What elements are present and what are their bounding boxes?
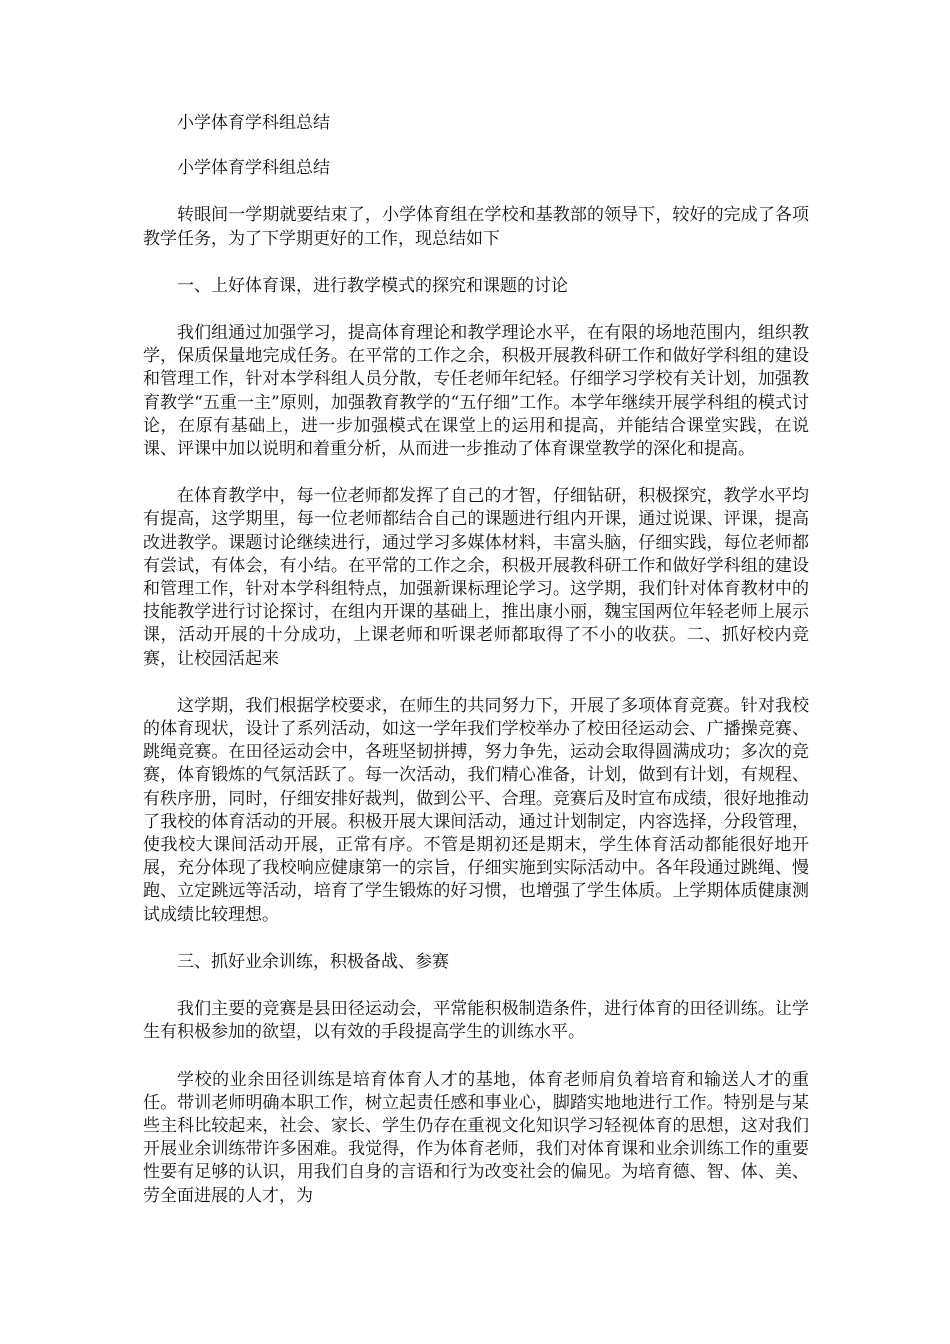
paragraph-body: 在体育教学中，每一位老师都发挥了自己的才智，仔细钻研，积极探究，教学水平均有提高，这学期里，每一位老师都结合自己的课题进行组内开课，通过说课、评课，提高改进教学。课题讨论继续进行，通过学习多媒体材料，丰富头脑，仔细实践，每位老师都有尝试，有体会，有小结。在平常的工作之余，积极开展教科研工作和做好学科组的建设和管理工作，针对本学科组特点，加强新课标理论学习。这学期，我们针对体育教材中的技能教学进行讨论探讨，在组内开课的基础上，推出康小丽，魏宝国两位年轻老师上展示课，活动开展的十分成功，上课老师和听课老师都取得了不小的收获。二、抓好校内竞赛，让校园活起来 [143,486,809,669]
paragraph-body: 我们主要的竞赛是县田径运动会，平常能积极制造条件，进行体育的田径训练。让学生有积极参加的欲望，以有效的手段提高学生的训练水平。 [143,999,809,1043]
paragraph-body: 学校的业余田径训练是培育体育人才的基地，体育老师肩负着培育和输送人才的重任。带训老师明确本职工作，树立起责任感和事业心，脚踏实地地进行工作。特别是与某些主科比较起来，社会、家长、学生仍存在重视文化知识学习轻视体育的思想，这对我们开展业余训练带许多困难。我觉得，作为体育老师，我们对体育课和业余训练工作的重要性要有足够的认识，用我们自身的言语和行为改变社会的偏见。为培育德、智、体、美、劳全面进展的人才，为 [143,1069,809,1206]
section-heading-3: 三、抓好业余训练，积极备战、参赛 [177,951,449,972]
paragraph-intro: 转眼间一学期就要结束了，小学体育组在学校和基教部的领导下，较好的完成了各项教学任务，为了下学期更好的工作，现总结如下 [143,205,809,249]
section-heading-1: 一、上好体育课，进行教学模式的探究和课题的讨论 [177,275,568,296]
document-subtitle: 小学体育学科组总结 [177,158,330,179]
paragraph-body: 这学期，我们根据学校要求，在师生的共同努力下，开展了多项体育竞赛。针对我校的体育现状，设计了系列活动，如这一学年我们学校举办了校田径运动会、广播操竞赛、跳绳竞赛。在田径运动会中，各班坚韧拼搏，努力争先，运动会取得圆满成功；多次的竞赛，体育锻炼的气氛活跃了。每一次活动，我们精心准备，计划，做到有计划，有规程、有秩序册，同时，仔细安排好裁判，做到公平、合理。竞赛后及时宣布成绩，很好地推动了我校的体育活动的开展。积极开展大课间活动，通过计划制定，内容选择，分段管理，使我校大课间活动开展，正常有序。不管是期初还是期末，学生体育活动都能很好地开展，充分体现了我校响应健康第一的宗旨，仔细实施到实际活动中。各年段通过跳绳、慢跑、立定跳远等活动，培育了学生锻炼的好习惯，也增强了学生体质。上学期体质健康测试成绩比较理想。 [143,695,809,925]
document-title: 小学体育学科组总结 [177,113,330,133]
paragraph-body: 我们组通过加强学习，提高体育理论和教学理论水平，在有限的场地范围内，组织教学，保质保量地完成任务。在平常的工作之余，积极开展教科研工作和做好学科组的建设和管理工作，针对本学科组人员分散，专任老师年纪轻。仔细学习学校有关计划，加强教育教学“五重一主”原则，加强教育教学的“五仔细”工作。本学年继续开展学科组的模式讨论，在原有基础上，进一步加强模式在课堂上的运用和提高，并能结合课堂实践，在说课、评课中加以说明和着重分析，从而进一步推动了体育课堂教学的深化和提高。 [143,323,809,460]
document-body [143,112,809,1208]
